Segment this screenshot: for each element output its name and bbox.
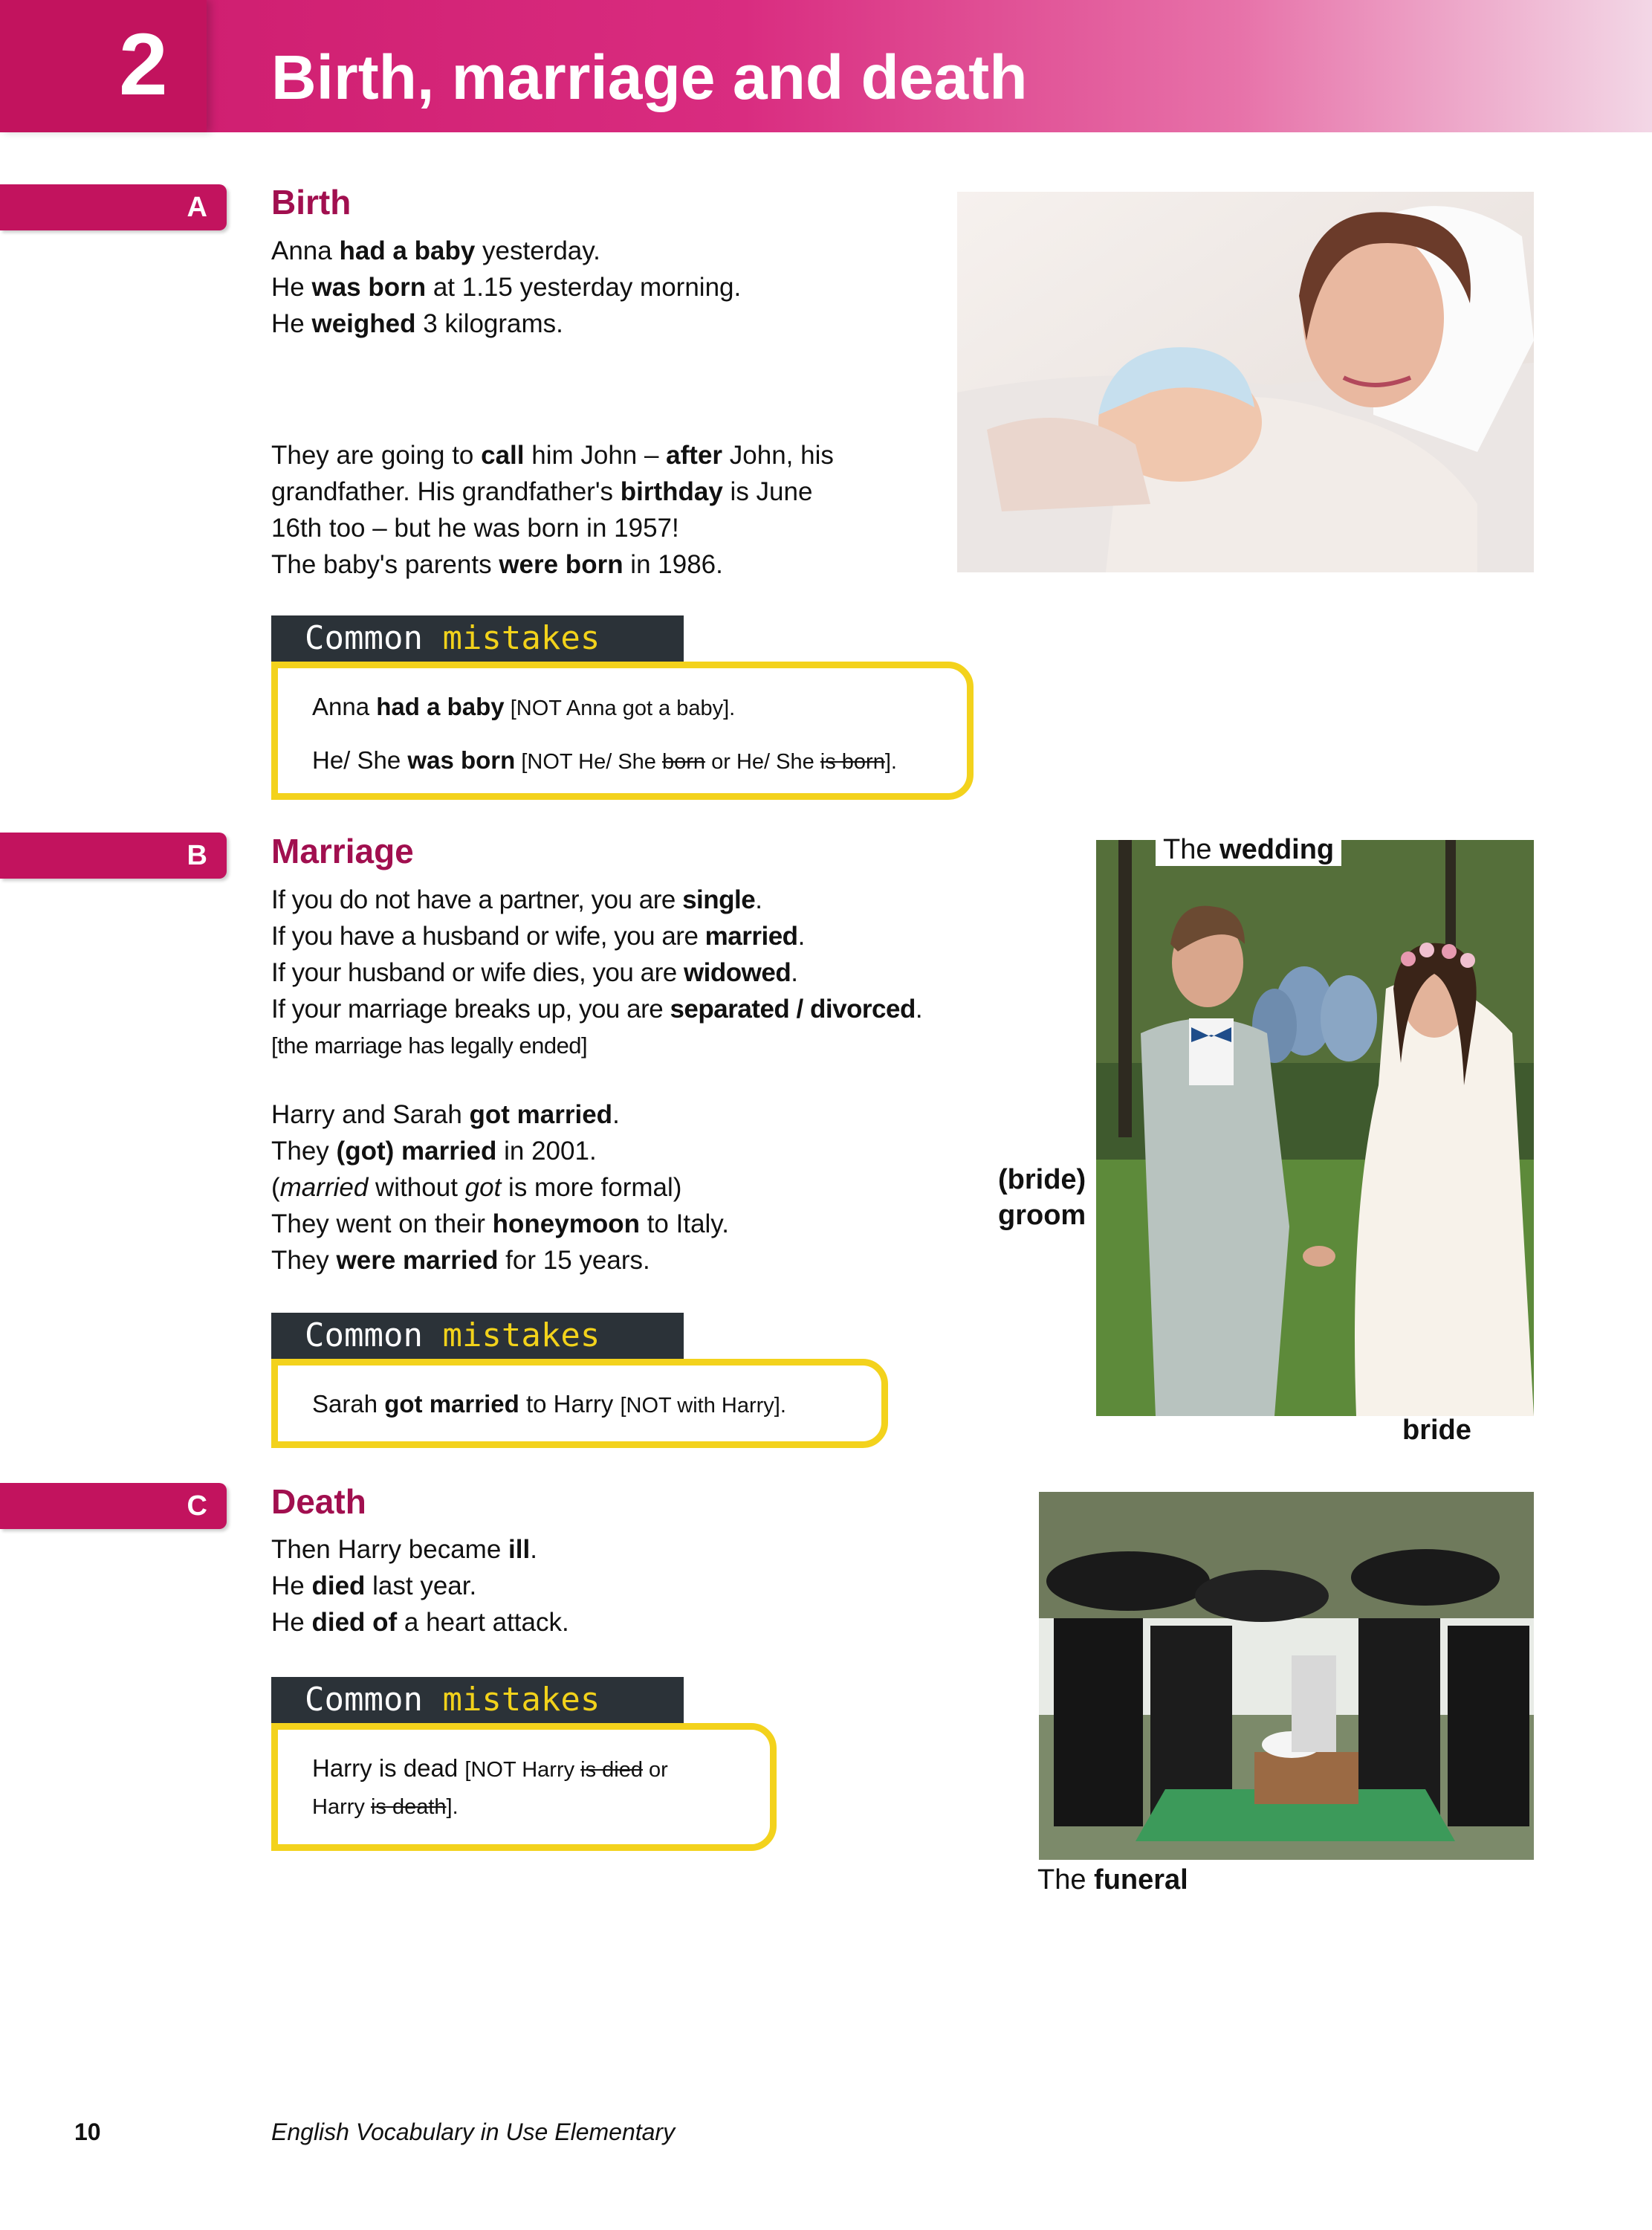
common-mistakes-label-c: Common mistakes xyxy=(271,1677,684,1723)
section-letter-a: A xyxy=(187,192,207,223)
note-line: [the marriage has legally ended] xyxy=(271,1032,588,1059)
section-tab-a xyxy=(0,184,227,230)
unit-number-box xyxy=(0,0,207,132)
section-tab-c xyxy=(0,1483,227,1529)
caption-groom xyxy=(998,1162,1086,1233)
common-mistakes-box-a xyxy=(271,662,974,800)
unit-title: Birth, marriage and death xyxy=(271,42,1028,112)
mistake-line: He/ She was born [NOT He/ She born or He/ She is born]. xyxy=(312,746,897,774)
birth-text-2 xyxy=(271,437,834,583)
common-mistakes-label-a: Common mistakes xyxy=(271,615,684,662)
section-tab-b xyxy=(0,833,227,879)
section-letter-c: C xyxy=(187,1490,207,1522)
section-title-birth: Birth xyxy=(271,183,352,222)
mistake-line: Harry is dead [NOT Harry is died or xyxy=(312,1754,668,1782)
birth-text-1 xyxy=(271,233,741,342)
text-line: They went on their honeymoon to Italy. xyxy=(271,1209,729,1238)
text-line: If your husband or wife dies, you are widowed. xyxy=(271,958,798,987)
text-line: (married without got is more formal) xyxy=(271,1173,682,1202)
marriage-text-1 xyxy=(271,882,922,1064)
text-line: They (got) married in 2001. xyxy=(271,1137,597,1166)
text-line: They are going to call him John – after John, his xyxy=(271,441,834,470)
text-line: Then Harry became ill. xyxy=(271,1535,537,1564)
mistake-line: Anna had a baby [NOT Anna got a baby]. xyxy=(312,693,736,720)
text-line: He died last year. xyxy=(271,1571,477,1600)
mother-baby-photo xyxy=(957,192,1534,572)
section-letter-b: B xyxy=(187,840,207,871)
text-line: The baby's parents were born in 1986. xyxy=(271,550,723,579)
text-line: If your marriage breaks up, you are separated / divorced. xyxy=(271,995,923,1024)
funeral-photo xyxy=(1039,1492,1534,1860)
text-line: Anna had a baby yesterday. xyxy=(271,236,600,265)
text-line: grandfather. His grandfather's birthday is June xyxy=(271,477,813,506)
death-text xyxy=(271,1531,569,1641)
caption-wedding: The wedding xyxy=(1156,834,1341,866)
common-mistakes-box-c xyxy=(271,1723,777,1851)
caption-bride: bride xyxy=(1402,1415,1471,1446)
common-mistakes-label-b: Common mistakes xyxy=(271,1313,684,1359)
book-title: English Vocabulary in Use Elementary xyxy=(271,2118,676,2145)
text-line: He was born at 1.15 yesterday morning. xyxy=(271,273,742,302)
text-line: Harry and Sarah got married. xyxy=(271,1100,620,1129)
wedding-couple-photo xyxy=(1096,840,1534,1416)
section-title-death: Death xyxy=(271,1482,366,1521)
text-line: If you have a husband or wife, you are married. xyxy=(271,922,805,951)
unit-number: 2 xyxy=(119,16,168,114)
page-number: 10 xyxy=(74,2118,101,2145)
text-line: They were married for 15 years. xyxy=(271,1246,650,1275)
mistake-line: Harry is death]. xyxy=(312,1795,459,1819)
marriage-text-2 xyxy=(271,1096,729,1279)
text-line: He died of a heart attack. xyxy=(271,1608,569,1637)
caption-bride-groom-line2: groom xyxy=(998,1200,1086,1231)
text-line: He weighed 3 kilograms. xyxy=(271,309,563,338)
section-title-marriage: Marriage xyxy=(271,832,414,870)
caption-bride-groom-line1: (bride) xyxy=(998,1164,1086,1195)
mistake-line: Sarah got married to Harry [NOT with Harry]. xyxy=(312,1390,786,1418)
common-mistakes-box-b xyxy=(271,1359,888,1448)
caption-funeral: The funeral xyxy=(1037,1864,1188,1896)
text-line: 16th too – but he was born in 1957! xyxy=(271,514,679,543)
text-line: If you do not have a partner, you are single. xyxy=(271,885,762,914)
